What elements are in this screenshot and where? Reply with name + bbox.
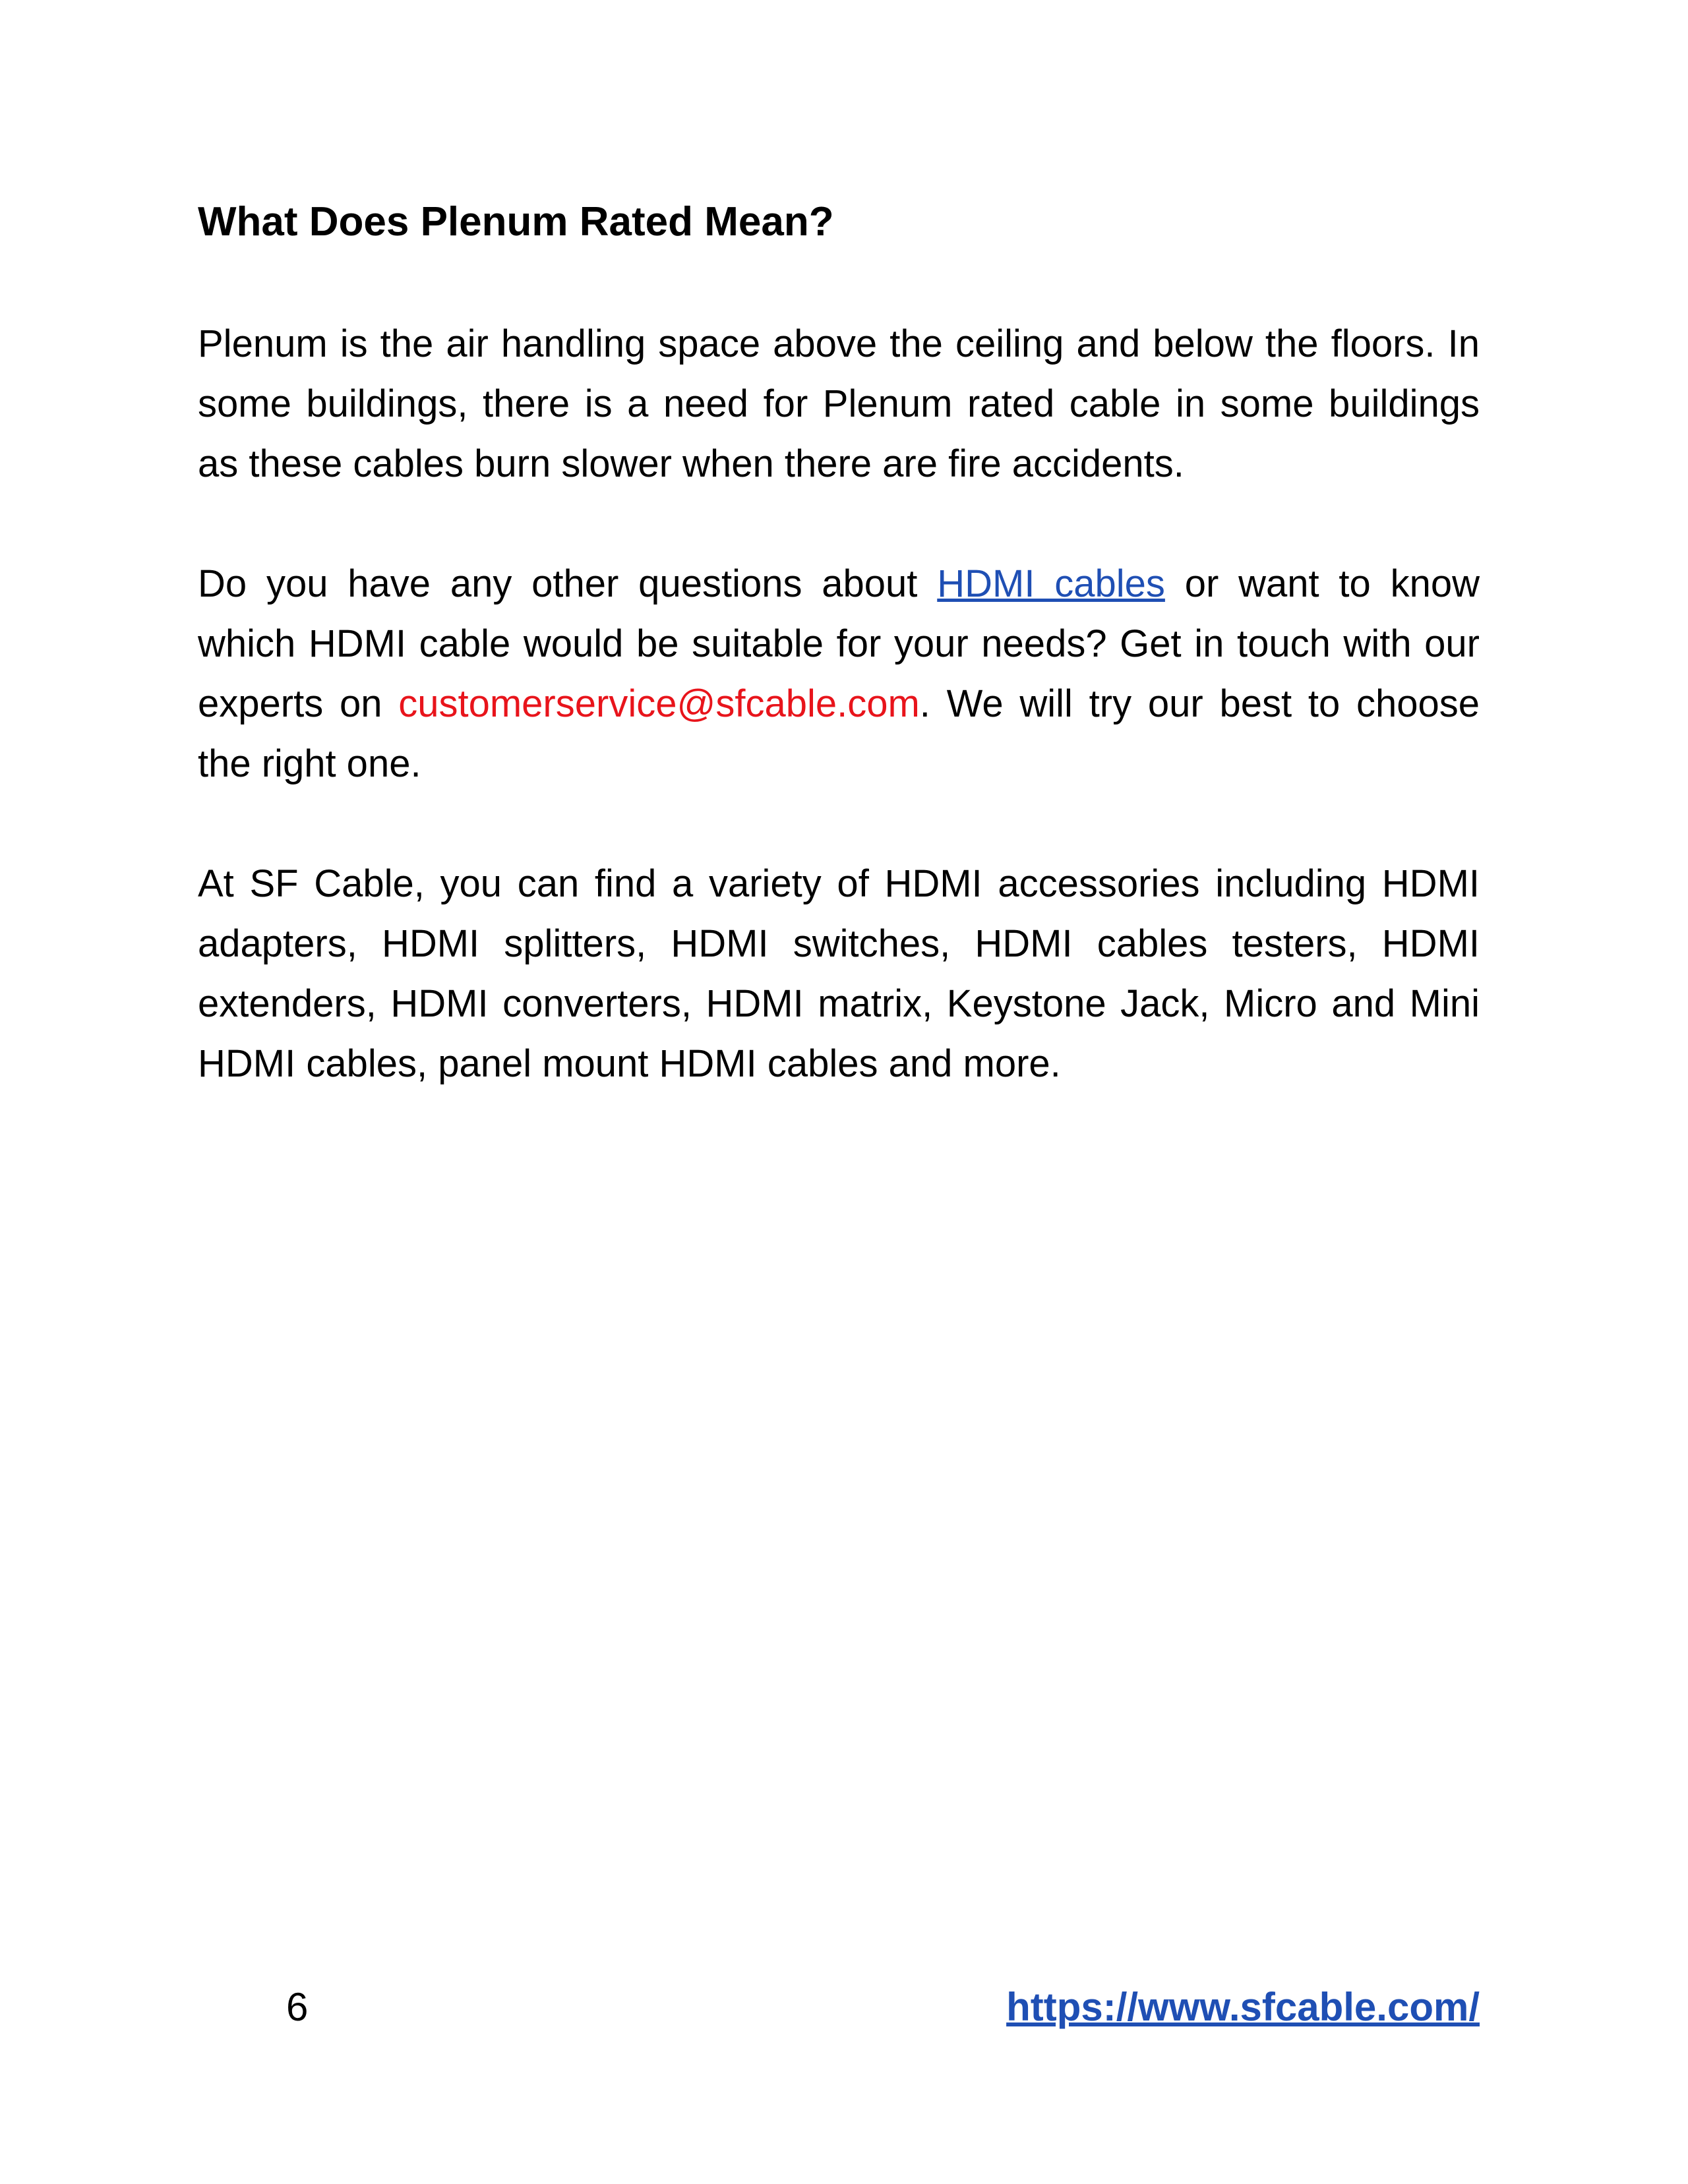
paragraph-contact xyxy=(198,554,1480,794)
paragraph-accessories: At SF Cable, you can find a variety of HDMI accessories including HDMI adapters, HDMI splitters, HDMI switches, HDMI cables testers, HDMI extenders, HDMI converters, HDMI matrix, Keystone Jack, Micro and Mini HDMI cables, panel mount HDMI cables and more. xyxy=(198,862,1480,1086)
footer-website-link[interactable]: https://www.sfcable.com/ xyxy=(1006,1985,1480,2029)
customer-service-email-link[interactable]: customerservice@sfcable.com xyxy=(398,682,920,726)
paragraph-plenum-definition: Plenum is the air handling space above the ceiling and below the floors. In some buildings, there is a need for Plenum rated cable in some buildings as these cables burn slower when there are fire accidents. xyxy=(198,322,1480,486)
paragraph-contact-text-2: or want to know which HDMI cable would be suitable for your needs? Get in touch with our experts on xyxy=(198,562,1480,726)
paragraph-contact-text-3: . We will try our best to choose the right one. xyxy=(198,682,1480,786)
page-number: 6 xyxy=(286,1985,309,2029)
document-body xyxy=(198,198,1480,1094)
page-heading: What Does Plenum Rated Mean? xyxy=(198,199,834,245)
hdmi-cables-link[interactable]: HDMI cables xyxy=(937,562,1165,606)
paragraph-contact-text-1: Do you have any other questions about xyxy=(198,562,938,606)
